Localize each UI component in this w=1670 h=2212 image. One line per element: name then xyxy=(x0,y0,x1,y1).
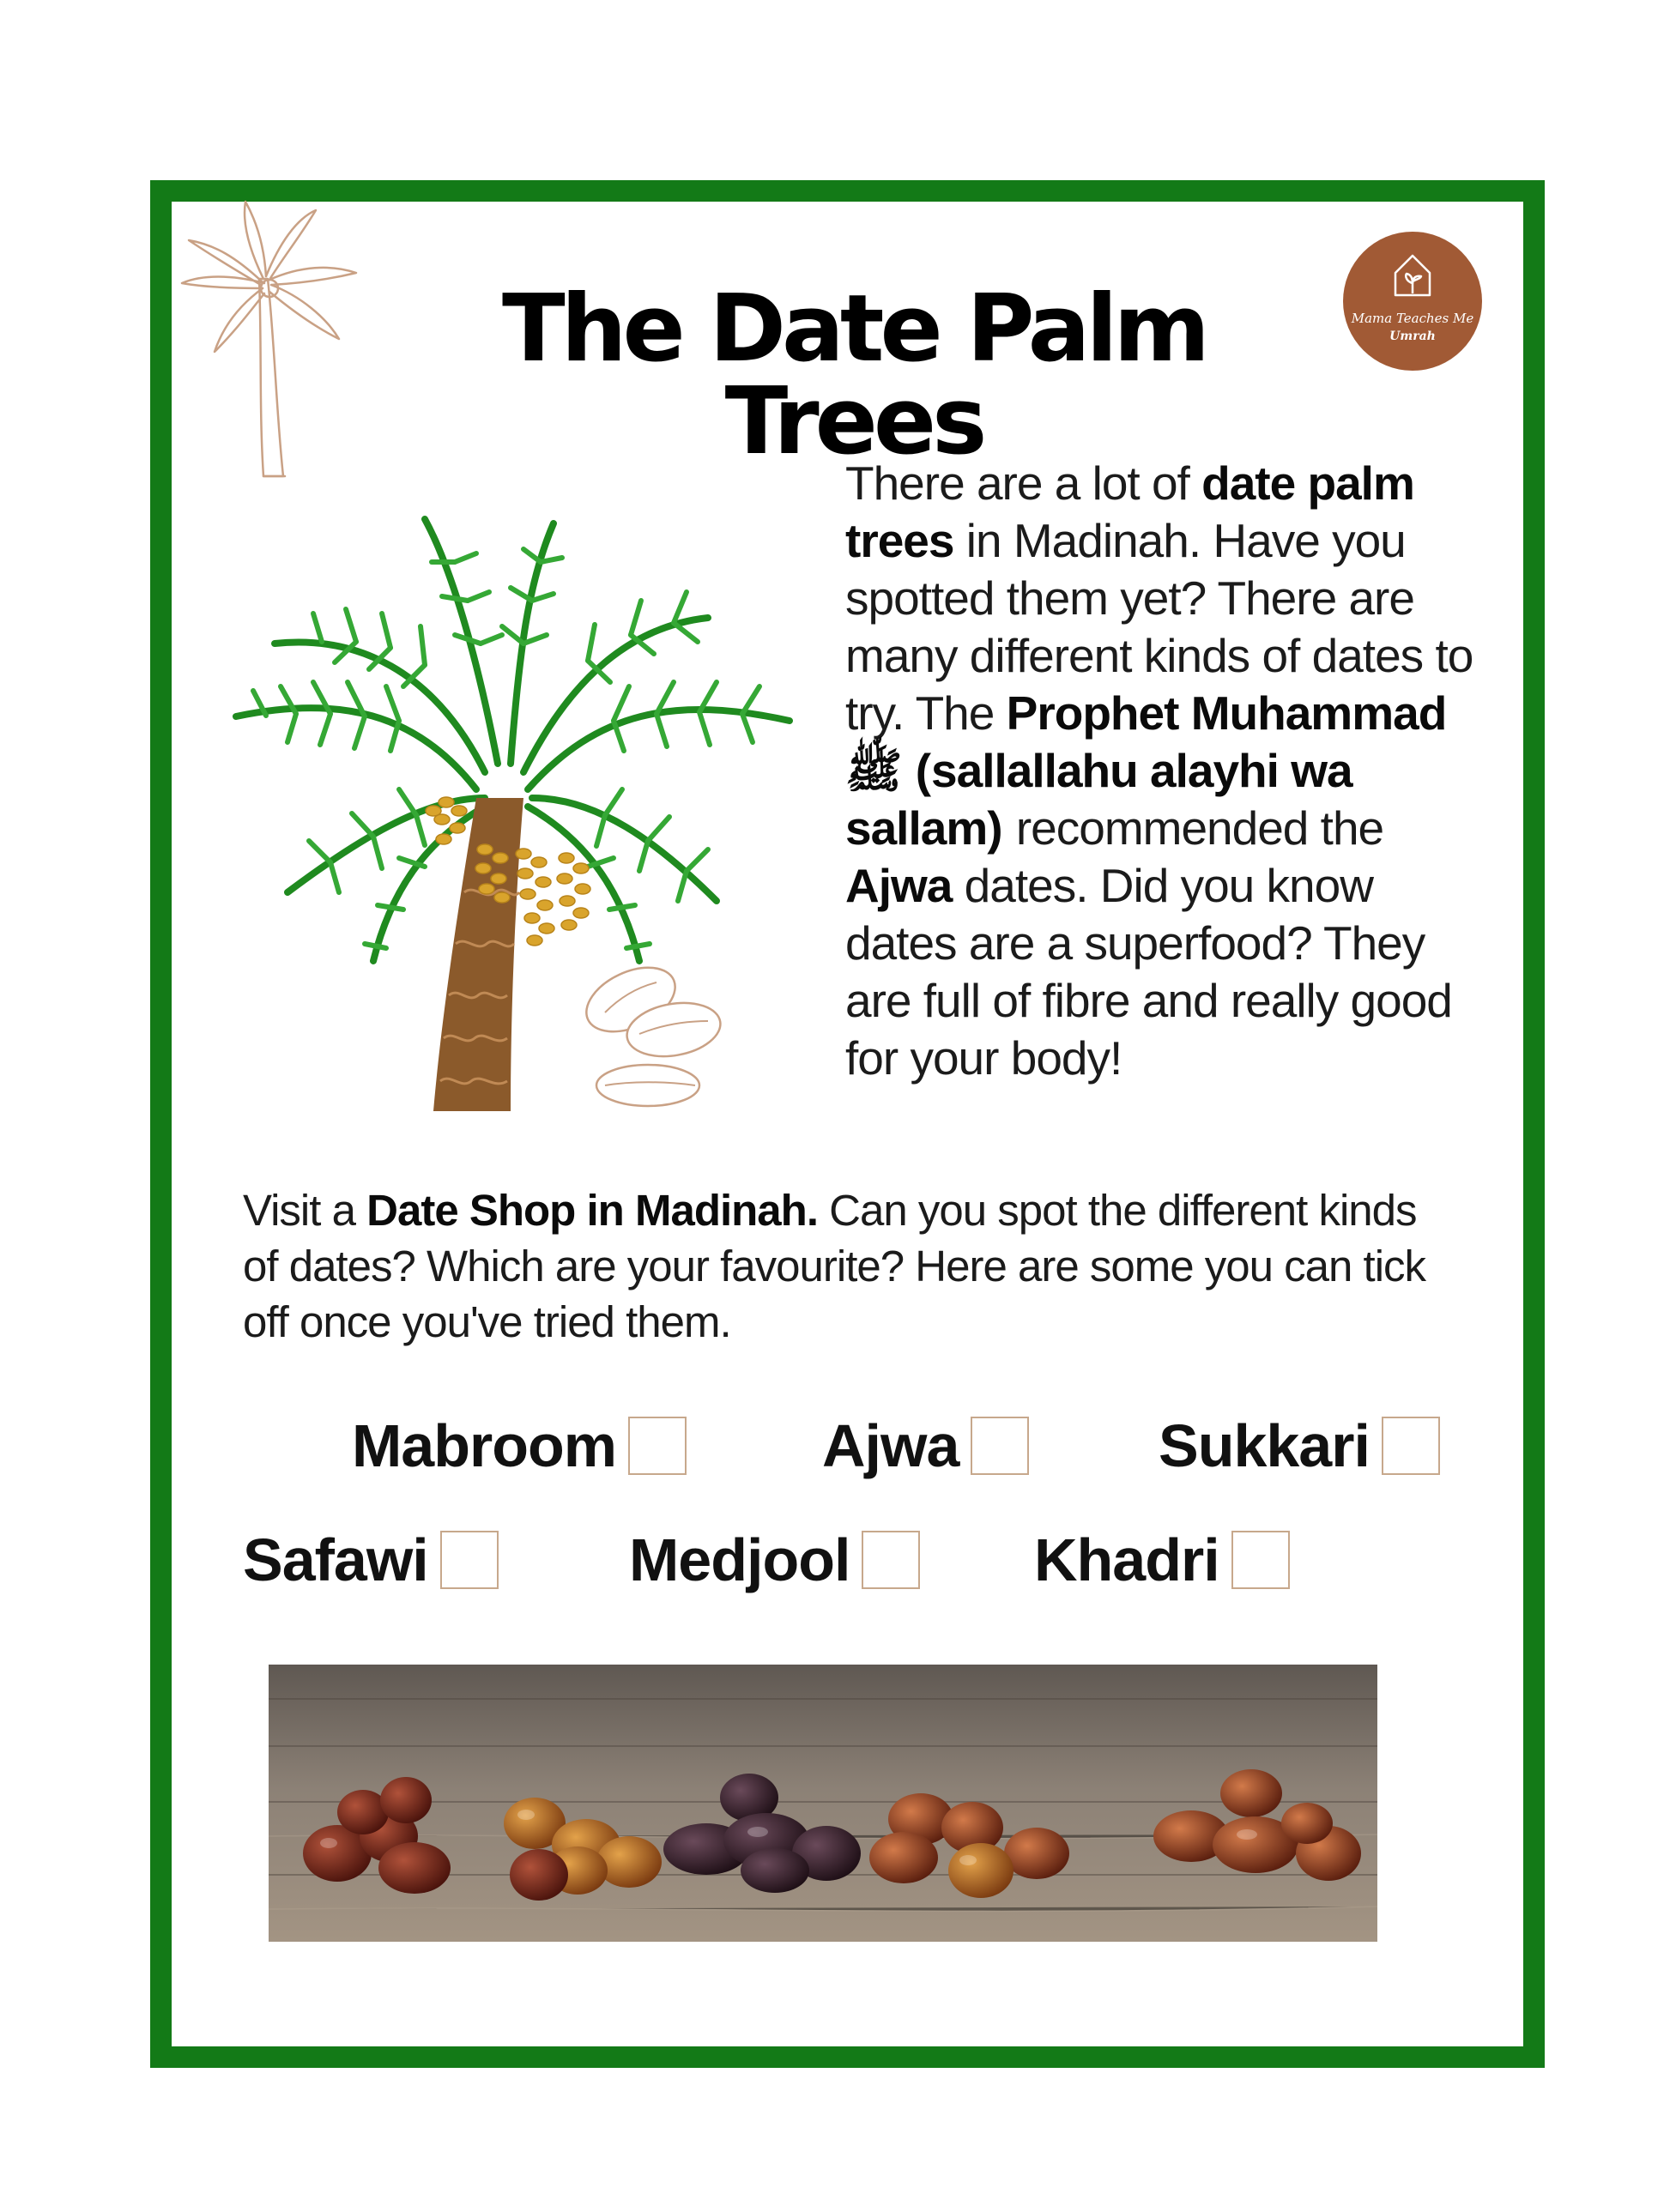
checkbox-khadri[interactable] xyxy=(1231,1531,1290,1589)
date-palm-tree-illustration xyxy=(227,515,815,1115)
logo-text-line2: Umrah xyxy=(1389,329,1436,343)
date-label: Sukkari xyxy=(1159,1412,1370,1479)
intro-paragraph: There are a lot of date palm trees in Madinah. Have you spotted them yet? There are many different kinds of dates to try. The Prophet Muhammad ﷺ (sallallahu alayhi wa sallam) recommended the Ajwa dates. Did you know dates are a superfood? They are full of fibre and really good for your body! xyxy=(845,456,1473,1085)
logo-text-line1: Mama Teaches Me xyxy=(1351,311,1474,326)
date-item-medjool xyxy=(629,1526,920,1593)
date-label: Safawi xyxy=(243,1526,428,1593)
checkbox-ajwa[interactable] xyxy=(971,1417,1029,1475)
date-label: Mabroom xyxy=(352,1412,616,1479)
house-plant-icon xyxy=(1391,251,1434,299)
date-item-sukkari xyxy=(1159,1412,1440,1479)
checkbox-safawi[interactable] xyxy=(440,1531,499,1589)
date-item-mabroom xyxy=(352,1412,687,1479)
checkbox-medjool[interactable] xyxy=(862,1531,920,1589)
date-item-khadri xyxy=(1034,1526,1290,1593)
palm-tree-outline-icon xyxy=(180,197,360,480)
brand-logo xyxy=(1343,232,1482,371)
date-label: Ajwa xyxy=(822,1412,959,1479)
date-label: Medjool xyxy=(629,1526,850,1593)
date-label: Khadri xyxy=(1034,1526,1219,1593)
checkbox-mabroom[interactable] xyxy=(628,1417,687,1475)
visit-paragraph: Visit a Date Shop in Madinah. Can you spot the different kinds of dates? Which are your favourite? Here are some you can tick off once you've tried them. xyxy=(243,1186,1426,1346)
page-title: The Date Palm Trees xyxy=(501,275,1207,475)
date-item-safawi xyxy=(243,1526,499,1593)
date-item-ajwa xyxy=(822,1412,1029,1479)
checkbox-sukkari[interactable] xyxy=(1382,1417,1440,1475)
dates-photo xyxy=(269,1665,1377,1942)
